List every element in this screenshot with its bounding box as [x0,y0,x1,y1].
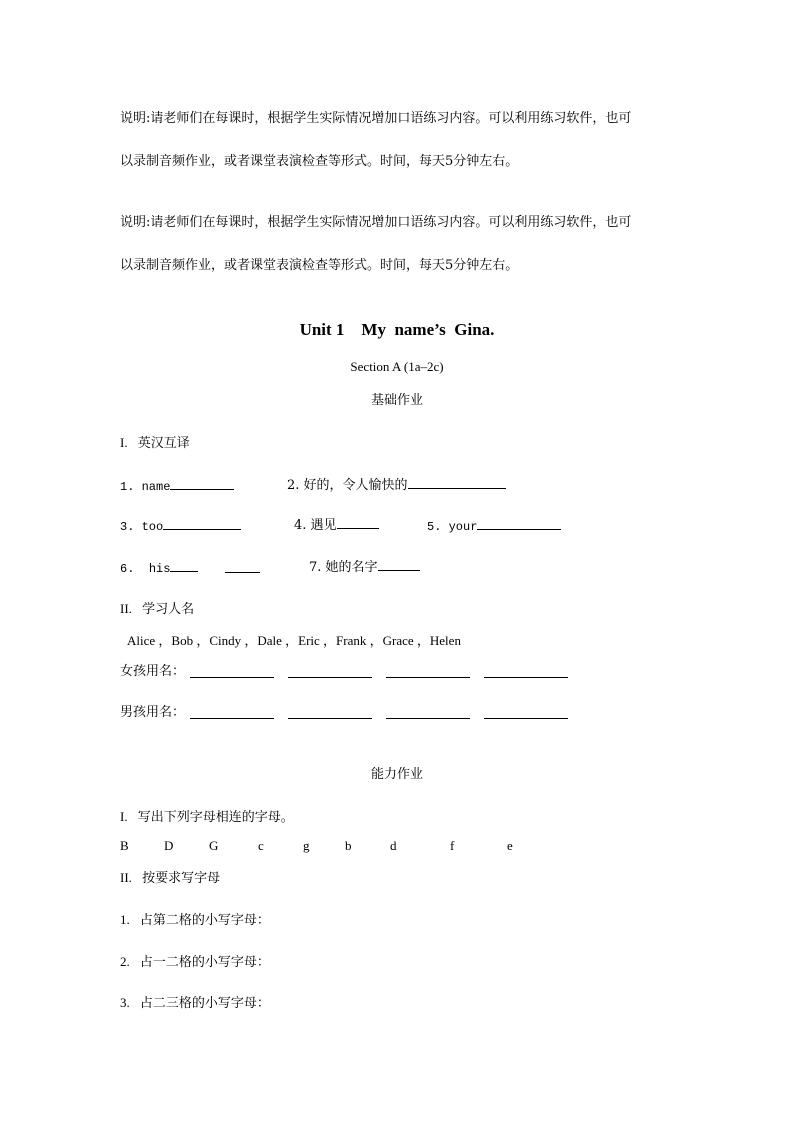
note-2-line-1: 说明:请老师们在每课时，根据学生实际情况增加口语练习内容。可以利用练习软件，也可 [120,215,632,230]
ability-part1-heading [120,806,294,825]
letter-f: f [450,838,455,853]
item-1: 1. name [120,477,234,494]
answer-blank[interactable] [225,572,260,573]
item-5: 5. your [427,517,561,534]
task-2: 2. 占一二格的小写字母： [120,954,270,970]
girls-blank-1[interactable] [190,677,274,678]
ability-part2-label: II. [120,870,132,885]
letter-G: G [209,838,219,853]
boys-blank-4[interactable] [484,718,568,719]
ability-part1-title: 写出下列字母相连的字母。 [137,810,294,825]
answer-blank[interactable] [337,516,379,529]
note-1-line-2: 以录制音频作业，或者课堂表演检查等形式。时间，每天5分钟左右。 [120,154,519,169]
note-1-line-1: 说明:请老师们在每课时，根据学生实际情况增加口语练习内容。可以利用练习软件，也可 [120,111,632,126]
item-7: 7. 她的名字 [309,556,420,575]
girls-blank-3[interactable] [386,677,470,678]
letter-c: c [258,838,264,853]
basic-part1-label: I. [120,435,128,450]
basic-part2-label: II. [120,601,132,616]
girls-blank-2[interactable] [288,677,372,678]
item-4: 4. 遇见 [294,514,379,533]
task-1: 1. 占第二格的小写字母： [120,912,270,928]
boys-label: 男孩用名： [120,705,186,720]
section-subtitle: Section A (1a–2c) [350,359,444,374]
letter-e: e [507,838,513,853]
answer-blank[interactable] [170,559,198,572]
basic-heading: 基础作业 [370,393,423,408]
item-6: 6. his [120,559,198,576]
basic-part1-heading [120,432,190,451]
letter-b: b [345,838,352,853]
basic-part2-heading [120,598,194,617]
page-title: Unit 1 My name’s Gina. [299,320,495,339]
boys-blank-1[interactable] [190,718,274,719]
basic-part2-title: 学习人名 [142,602,195,617]
task-3: 3. 占二三格的小写字母： [120,995,270,1011]
letter-D: D [164,838,174,853]
letter-B: B [120,838,129,853]
letter-d: d [390,838,397,853]
note-2-line-2: 以录制音频作业，或者课堂表演检查等形式。时间，每天5分钟左右。 [120,258,519,273]
letter-g: g [303,838,310,853]
ability-heading: 能力作业 [370,767,423,782]
girls-blank-4[interactable] [484,677,568,678]
answer-blank[interactable] [408,476,506,489]
item-3: 3. too [120,517,241,534]
ability-part1-label: I. [120,809,128,824]
answer-blank[interactable] [163,517,241,530]
girls-label: 女孩用名： [120,664,186,679]
ability-part2-heading [120,867,220,886]
answer-blank[interactable] [477,517,561,530]
answer-blank[interactable] [170,477,234,490]
ability-part2-title: 按要求写字母 [142,871,221,886]
answer-blank[interactable] [378,558,420,571]
names-list: Alice ，Bob ，Cindy ，Dale ，Eric ，Frank ，Grace ，Helen [127,633,461,648]
item-2: 2. 好的，令人愉快的 [287,474,506,493]
boys-blank-3[interactable] [386,718,470,719]
boys-blank-2[interactable] [288,718,372,719]
basic-part1-title: 英汉互译 [137,436,190,451]
